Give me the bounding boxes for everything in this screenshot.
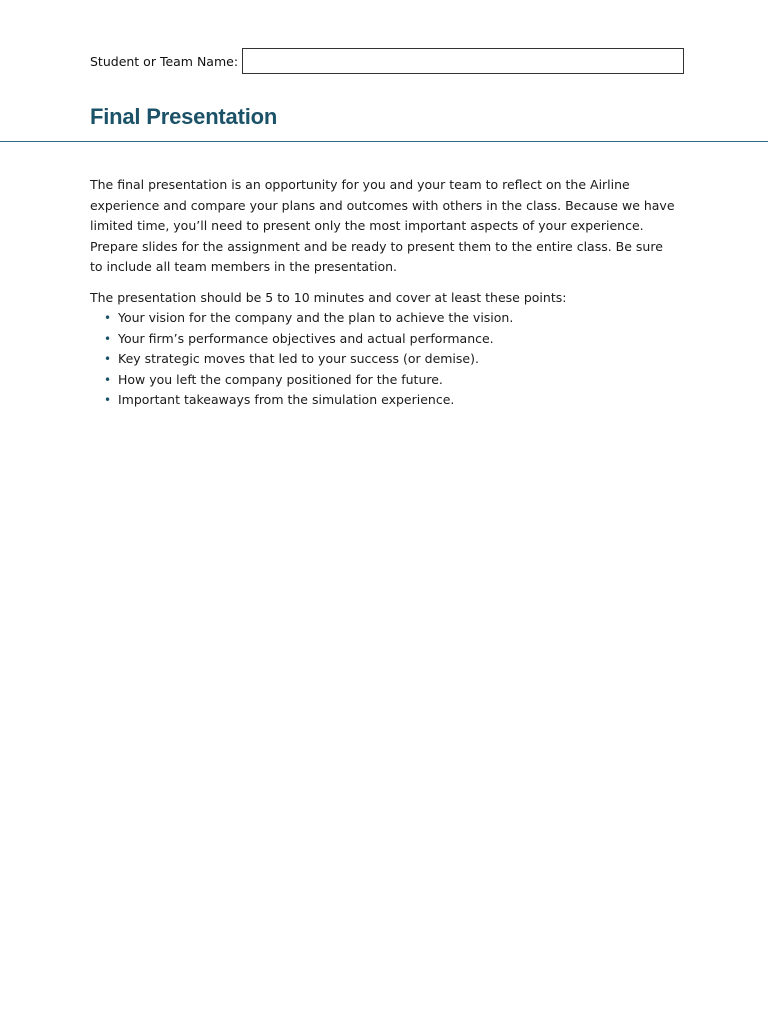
bullet-icon: • [104, 372, 112, 387]
list-item [104, 308, 675, 329]
list-item-text: How you left the company positioned for the future. [118, 371, 443, 387]
team-name-input[interactable] [242, 48, 684, 74]
list-item-text: Your vision for the company and the plan to achieve the vision. [118, 310, 514, 325]
title-divider [0, 141, 768, 142]
bullet-icon: • [104, 331, 112, 346]
list-item-text: Important takeaways from the simulation experience. [118, 392, 455, 407]
points-list [90, 308, 675, 411]
bullet-icon: • [104, 352, 112, 366]
bullet-icon: • [104, 393, 112, 407]
list-item [104, 370, 675, 391]
bullet-icon: • [104, 311, 112, 325]
list-item [104, 390, 675, 411]
list-item-text: Your firm’s performance objectives and actual performance. [118, 330, 494, 346]
list-item [104, 349, 675, 370]
list-item [104, 329, 675, 350]
team-name-row [90, 46, 684, 76]
intro-paragraph: The final presentation is an opportunity for you and your team to reflect on the Airline experience and compare your plans and outcomes with others in the class. Because we have limited time, you’ll need to present only the most important aspects of your experience. Prepare slides for the assignment and be ready to present them to the entire class. Be sure to include all team members in the presentation. [90, 177, 675, 274]
team-name-label: Student or Team Name: [90, 53, 239, 69]
page-title: Final Presentation [90, 104, 278, 129]
list-item-text: Key strategic moves that led to your success (or demise). [118, 351, 479, 366]
document-body [90, 175, 675, 411]
points-lead: The presentation should be 5 to 10 minutes and cover at least these points: [90, 289, 567, 305]
